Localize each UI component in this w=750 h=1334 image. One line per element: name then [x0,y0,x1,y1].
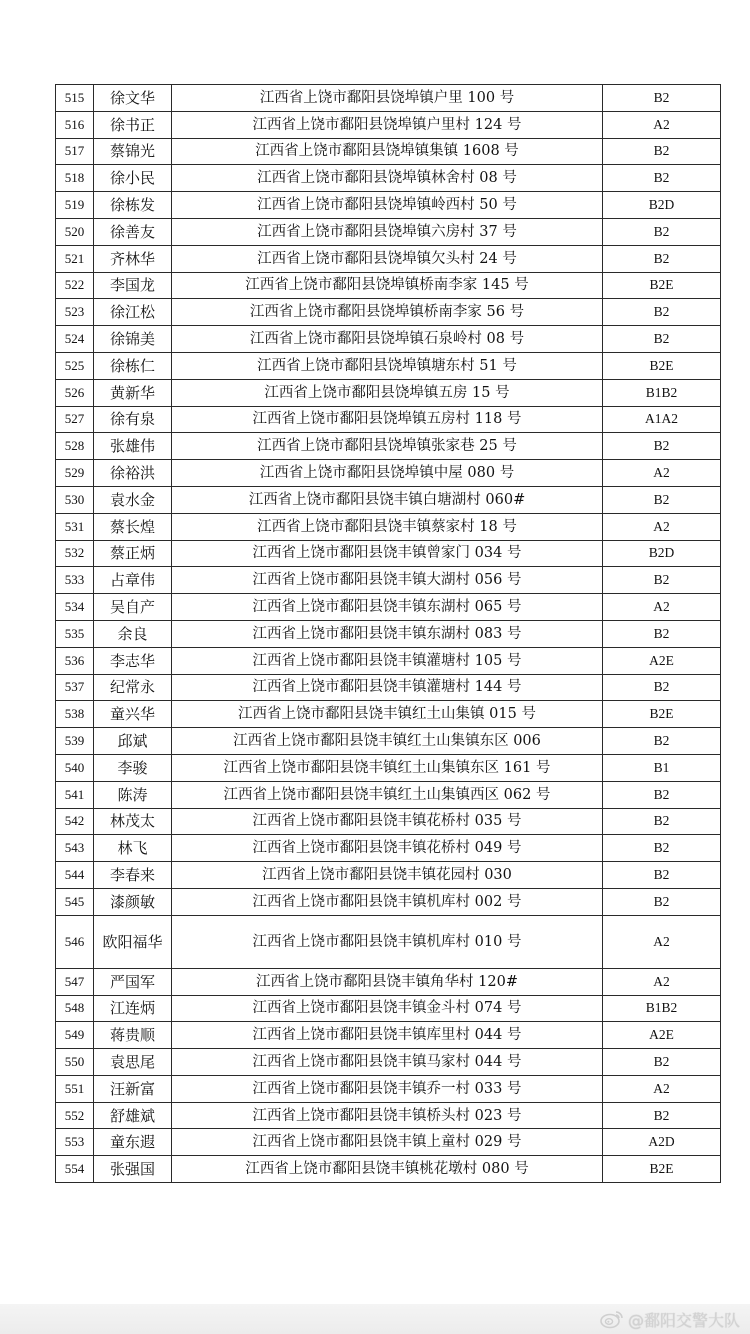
row-number: 554 [56,1156,94,1183]
row-number: 521 [56,245,94,272]
address: 江西省上饶市鄱阳县饶埠镇集镇 1608 号 [172,138,603,165]
license-class: B2 [603,85,721,112]
address: 江西省上饶市鄱阳县饶埠镇张家巷 25 号 [172,433,603,460]
address: 江西省上饶市鄱阳县饶丰镇花桥村 049 号 [172,835,603,862]
row-number: 537 [56,674,94,701]
address: 江西省上饶市鄱阳县饶埠镇六房村 37 号 [172,218,603,245]
person-name: 蔡锦光 [94,138,172,165]
license-class: A2 [603,460,721,487]
person-name: 黄新华 [94,379,172,406]
table-row [56,754,721,781]
table-row [56,1049,721,1076]
person-name: 林飞 [94,835,172,862]
table-row [56,1129,721,1156]
license-class: B2 [603,433,721,460]
license-class: B2 [603,245,721,272]
license-class: B2E [603,352,721,379]
row-number: 546 [56,915,94,968]
license-class: A2 [603,594,721,621]
person-name: 蒋贵顺 [94,1022,172,1049]
address: 江西省上饶市鄱阳县饶丰镇库里村 044 号 [172,1022,603,1049]
person-name: 李国龙 [94,272,172,299]
row-number: 543 [56,835,94,862]
person-name: 童兴华 [94,701,172,728]
person-name: 林茂太 [94,808,172,835]
person-name: 舒雄斌 [94,1102,172,1129]
license-class: A1A2 [603,406,721,433]
row-number: 552 [56,1102,94,1129]
license-class: B2 [603,138,721,165]
row-number: 519 [56,192,94,219]
address: 江西省上饶市鄱阳县饶埠镇岭西村 50 号 [172,192,603,219]
address: 江西省上饶市鄱阳县饶丰镇上童村 029 号 [172,1129,603,1156]
address: 江西省上饶市鄱阳县饶丰镇花桥村 035 号 [172,808,603,835]
row-number: 532 [56,540,94,567]
row-number: 516 [56,111,94,138]
address: 江西省上饶市鄱阳县饶埠镇户里村 124 号 [172,111,603,138]
table-row [56,192,721,219]
license-class: B2 [603,486,721,513]
address: 江西省上饶市鄱阳县饶丰镇乔一村 033 号 [172,1075,603,1102]
row-number: 533 [56,567,94,594]
table-row [56,379,721,406]
table-row [56,620,721,647]
row-number: 525 [56,352,94,379]
person-name: 蔡正炳 [94,540,172,567]
license-class: B2 [603,326,721,353]
table-row [56,781,721,808]
person-name: 徐栋发 [94,192,172,219]
license-class: B2E [603,1156,721,1183]
person-name: 袁水金 [94,486,172,513]
person-name: 蔡长煌 [94,513,172,540]
person-name: 徐小民 [94,165,172,192]
roster-body [56,85,721,1183]
license-class: A2 [603,111,721,138]
table-row [56,647,721,674]
license-class: B2E [603,272,721,299]
table-row [56,1156,721,1183]
license-class: B1B2 [603,995,721,1022]
address: 江西省上饶市鄱阳县饶埠镇五房村 118 号 [172,406,603,433]
weibo-watermark [600,1306,740,1332]
row-number: 524 [56,326,94,353]
row-number: 535 [56,620,94,647]
row-number: 542 [56,808,94,835]
address: 江西省上饶市鄱阳县饶丰镇机库村 002 号 [172,888,603,915]
table-row [56,862,721,889]
person-name: 袁思尾 [94,1049,172,1076]
license-class: B2 [603,299,721,326]
license-class: B2 [603,218,721,245]
row-number: 541 [56,781,94,808]
row-number: 526 [56,379,94,406]
license-class: B2 [603,1049,721,1076]
row-number: 551 [56,1075,94,1102]
row-number: 522 [56,272,94,299]
person-name: 徐江松 [94,299,172,326]
person-name: 李志华 [94,647,172,674]
table-row [56,567,721,594]
address: 江西省上饶市鄱阳县饶丰镇红土山集镇东区 006 [172,728,603,755]
address: 江西省上饶市鄱阳县饶埠镇五房 15 号 [172,379,603,406]
row-number: 531 [56,513,94,540]
row-number: 517 [56,138,94,165]
address: 江西省上饶市鄱阳县饶丰镇红土山集镇东区 161 号 [172,754,603,781]
address: 江西省上饶市鄱阳县饶丰镇蔡家村 18 号 [172,513,603,540]
address: 江西省上饶市鄱阳县饶丰镇红土山集镇西区 062 号 [172,781,603,808]
person-name: 李春来 [94,862,172,889]
license-class: B2 [603,674,721,701]
person-name: 徐锦美 [94,326,172,353]
table-row [56,701,721,728]
person-name: 徐栋仁 [94,352,172,379]
address: 江西省上饶市鄱阳县饶埠镇中屋 080 号 [172,460,603,487]
person-name: 徐有泉 [94,406,172,433]
table-row [56,1102,721,1129]
table-row [56,1022,721,1049]
address: 江西省上饶市鄱阳县饶丰镇白塘湖村 060# [172,486,603,513]
table-row [56,486,721,513]
table-row [56,85,721,112]
row-number: 534 [56,594,94,621]
row-number: 550 [56,1049,94,1076]
license-class: B2D [603,192,721,219]
license-class: B2 [603,567,721,594]
person-name: 汪新富 [94,1075,172,1102]
license-class: A2 [603,513,721,540]
table-row [56,406,721,433]
table-row [56,915,721,968]
license-class: A2D [603,1129,721,1156]
person-name: 江连炳 [94,995,172,1022]
row-number: 539 [56,728,94,755]
table-row [56,513,721,540]
address: 江西省上饶市鄱阳县饶丰镇金斗村 074 号 [172,995,603,1022]
row-number: 536 [56,647,94,674]
license-class: B1B2 [603,379,721,406]
table-row [56,594,721,621]
person-name: 占章伟 [94,567,172,594]
address: 江西省上饶市鄱阳县饶丰镇马家村 044 号 [172,1049,603,1076]
person-name: 徐文华 [94,85,172,112]
table-row [56,326,721,353]
table-row [56,299,721,326]
address: 江西省上饶市鄱阳县饶丰镇桃花墩村 080 号 [172,1156,603,1183]
table-row [56,218,721,245]
address: 江西省上饶市鄱阳县饶埠镇石泉岭村 08 号 [172,326,603,353]
license-class: B2 [603,862,721,889]
table-row [56,540,721,567]
table-row [56,352,721,379]
table-row [56,995,721,1022]
row-number: 538 [56,701,94,728]
address: 江西省上饶市鄱阳县饶丰镇灌塘村 144 号 [172,674,603,701]
license-class: A2 [603,915,721,968]
license-class: A2E [603,1022,721,1049]
table-row [56,460,721,487]
license-class: B2 [603,781,721,808]
address: 江西省上饶市鄱阳县饶埠镇欠头村 24 号 [172,245,603,272]
row-number: 523 [56,299,94,326]
row-number: 549 [56,1022,94,1049]
row-number: 520 [56,218,94,245]
license-class: B2 [603,835,721,862]
address: 江西省上饶市鄱阳县饶丰镇机库村 010 号 [172,915,603,968]
address: 江西省上饶市鄱阳县饶丰镇红土山集镇 015 号 [172,701,603,728]
watermark-text: @鄱阳交警大队 [627,1310,740,1330]
person-name: 张强国 [94,1156,172,1183]
address: 江西省上饶市鄱阳县饶丰镇曾家门 034 号 [172,540,603,567]
address: 江西省上饶市鄱阳县饶丰镇花园村 030 [172,862,603,889]
person-name: 徐善友 [94,218,172,245]
person-name: 徐裕洪 [94,460,172,487]
address: 江西省上饶市鄱阳县饶丰镇角华村 120# [172,968,603,995]
row-number: 515 [56,85,94,112]
person-name: 童东遐 [94,1129,172,1156]
address: 江西省上饶市鄱阳县饶丰镇东湖村 065 号 [172,594,603,621]
weibo-icon [600,1309,624,1329]
table-row [56,808,721,835]
person-name: 余良 [94,620,172,647]
license-class: B2 [603,808,721,835]
person-name: 纪常永 [94,674,172,701]
person-name: 吴自产 [94,594,172,621]
person-name: 张雄伟 [94,433,172,460]
address: 江西省上饶市鄱阳县饶丰镇大湖村 056 号 [172,567,603,594]
person-name: 陈涛 [94,781,172,808]
address: 江西省上饶市鄱阳县饶丰镇东湖村 083 号 [172,620,603,647]
table-row [56,674,721,701]
address: 江西省上饶市鄱阳县饶埠镇桥南李家 56 号 [172,299,603,326]
license-class: A2 [603,968,721,995]
license-class: B2D [603,540,721,567]
row-number: 547 [56,968,94,995]
person-name: 李骏 [94,754,172,781]
address: 江西省上饶市鄱阳县饶埠镇林舍村 08 号 [172,165,603,192]
license-class: B2 [603,1102,721,1129]
driver-roster-table [55,84,721,1183]
table-row [56,111,721,138]
table-row [56,728,721,755]
table-row [56,968,721,995]
table-row [56,888,721,915]
license-class: A2E [603,647,721,674]
row-number: 518 [56,165,94,192]
person-name: 欧阳福华 [94,915,172,968]
person-name: 齐林华 [94,245,172,272]
table-row [56,433,721,460]
license-class: A2 [603,1075,721,1102]
row-number: 527 [56,406,94,433]
row-number: 540 [56,754,94,781]
table-row [56,1075,721,1102]
table-row [56,138,721,165]
row-number: 530 [56,486,94,513]
person-name: 严国军 [94,968,172,995]
table-row [56,835,721,862]
person-name: 徐书正 [94,111,172,138]
address: 江西省上饶市鄱阳县饶丰镇桥头村 023 号 [172,1102,603,1129]
row-number: 528 [56,433,94,460]
license-class: B2 [603,165,721,192]
row-number: 553 [56,1129,94,1156]
address: 江西省上饶市鄱阳县饶埠镇户里 100 号 [172,85,603,112]
row-number: 545 [56,888,94,915]
license-class: B2 [603,620,721,647]
license-class: B2 [603,888,721,915]
table-row [56,272,721,299]
row-number: 544 [56,862,94,889]
table-row [56,165,721,192]
table-row [56,245,721,272]
address: 江西省上饶市鄱阳县饶埠镇桥南李家 145 号 [172,272,603,299]
license-class: B1 [603,754,721,781]
row-number: 548 [56,995,94,1022]
address: 江西省上饶市鄱阳县饶丰镇灌塘村 105 号 [172,647,603,674]
address: 江西省上饶市鄱阳县饶埠镇塘东村 51 号 [172,352,603,379]
person-name: 漆颜敏 [94,888,172,915]
license-class: B2 [603,728,721,755]
person-name: 邱斌 [94,728,172,755]
license-class: B2E [603,701,721,728]
row-number: 529 [56,460,94,487]
